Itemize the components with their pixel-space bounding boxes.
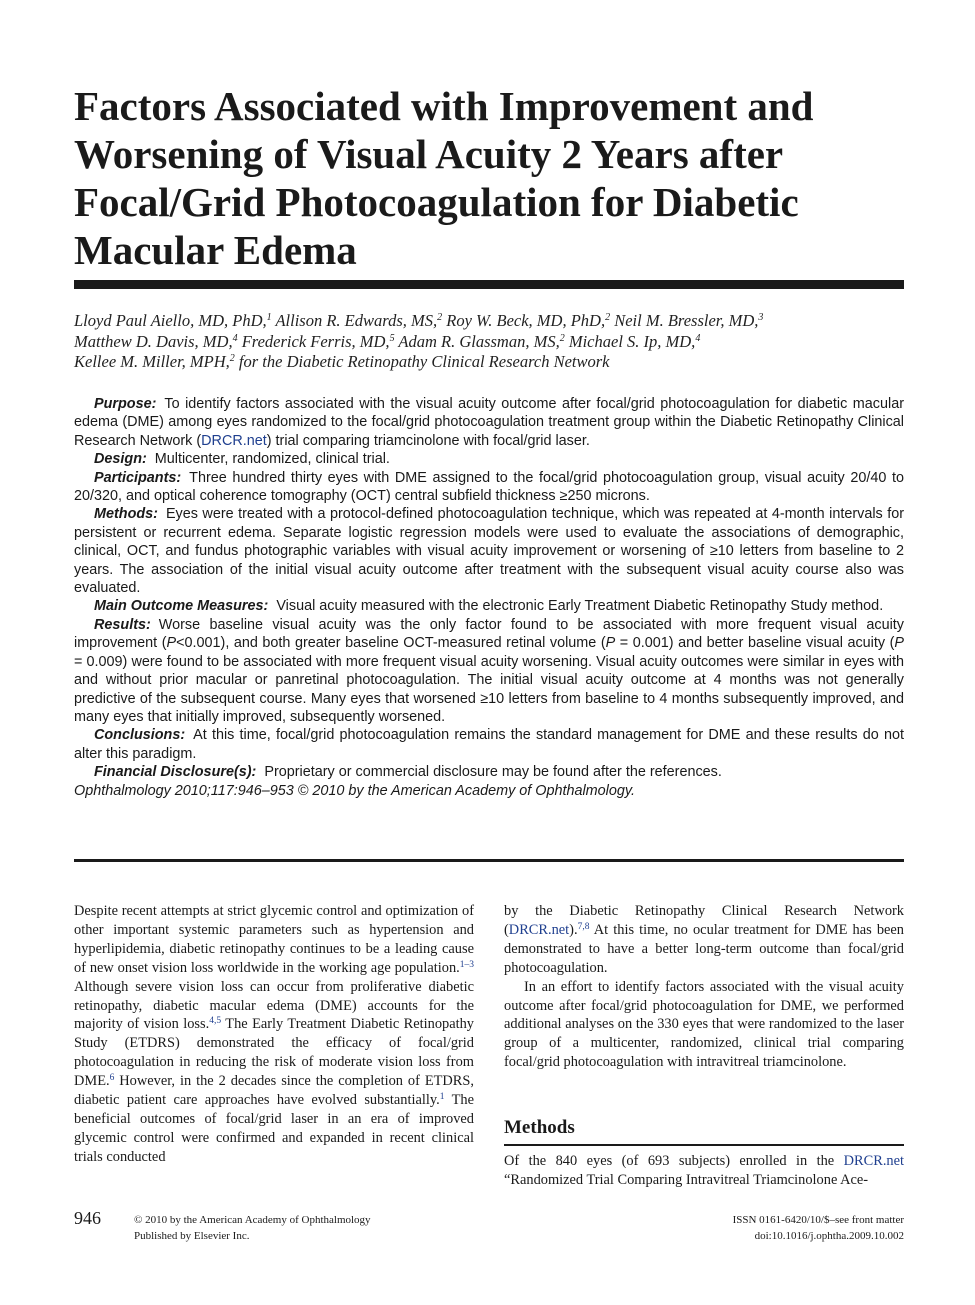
author-name: Adam R. Glassman, MS, (398, 331, 560, 351)
body-text: However, in the 2 decades since the completion of ETDRS, diabetic patient care approaches have evolved substantially. (74, 1073, 474, 1109)
body-text: The Early Treatment Diabetic Retinopathy Study (ETDRS) demonstrated the efficacy of focal/grid photocoagulation in reducing the risk of moderate vision loss from DME. (74, 1016, 475, 1090)
footer-doi: doi:10.1016/j.ophtha.2009.10.002 (754, 1229, 904, 1242)
author-affiliation: 3 (758, 312, 764, 323)
abstract-label: Purpose: (94, 396, 157, 412)
body-text: Although severe vision loss can occur from proliferative diabetic retinopathy, diabetic macular edema (DME) accounts for the majority of vision loss. (74, 978, 474, 1033)
body-column-left (74, 902, 474, 1167)
abstract-text: <0.001), and both greater baseline OCT-measured retinal volume ( (176, 635, 606, 652)
author-name: Michael S. Ip, MD, (568, 331, 696, 351)
journal-citation: Ophthalmology 2010;117:946–953 © 2010 by the American Academy of Ophthalmology. (74, 782, 635, 799)
body-column-right (504, 902, 904, 1072)
abstract-label: Financial Disclosure(s): (94, 764, 257, 781)
methods-heading: Methods (504, 1117, 575, 1138)
abstract-text: At this time, focal/grid photocoagulation remains the standard management for DME and these results do not alter this paradigm. (74, 727, 904, 762)
abstract-label: Results: (94, 616, 151, 633)
abstract-outcome (74, 597, 904, 615)
p-value-symbol: P (166, 635, 177, 652)
abstract-text: = 0.009) were found to be associated with more frequent visual acuity worsening. Visual acuity outcomes were similar in eyes with and without prior macular or panretinal photocoagulation. The initial visual acuity outcome at 4 months was not generally predictive of the subsequent course. Many eyes that worsened ≥10 letters from baseline to 4 months subsequently improved, and many eyes that initially improved, subsequently worsened. (74, 653, 904, 725)
author-name: Matthew D. Davis, MD, (74, 331, 233, 351)
abstract-text: Eyes were treated with a protocol-defined photocoagulation technique, which was repeated at 4-month intervals for persistent or recurrent edema. Separate logistic regression models were used to evaluate the associations of demographic, clinical, OCT, and fundus photographic variables with visual acuity improvement or worsening of ≥10 letters from baseline to 2 years. The association of the initial visual acuity outcome after treatment with the subsequent visual acuity course also was evaluated. (74, 506, 904, 597)
author-affiliation: 2 (437, 312, 443, 323)
body-paragraph (504, 902, 904, 978)
abstract-text: Multicenter, randomized, clinical trial. (154, 451, 390, 468)
drcr-link[interactable]: DRCR.net (843, 1153, 904, 1169)
methods-divider (504, 1144, 904, 1146)
abstract-design (74, 450, 904, 468)
body-paragraph: In an effort to identify factors associated with the visual acuity outcome after focal/grid photocoagulation for DME, we performed additional analyses on the 330 eyes that were randomized to the laser group of a multicenter, randomized, clinical trial comparing focal/grid photocoagulation with intravitreal triamcinolone. (504, 978, 904, 1071)
title-divider (74, 280, 904, 289)
author-name: Allison R. Edwards, MS, (275, 311, 438, 330)
p-value-symbol: P (894, 635, 904, 652)
reference-citation[interactable]: 6 (109, 1073, 115, 1084)
abstract-text: ) trial comparing triamcinolone with focal/grid laser. (266, 432, 590, 449)
reference-citation[interactable]: 1 (439, 1092, 445, 1103)
author-affiliation: 1 (266, 312, 272, 323)
abstract-participants (74, 469, 904, 506)
abstract-methods (74, 505, 904, 597)
author-affiliation: 2 (229, 353, 235, 364)
article-title: Factors Associated with Improvement and Worsening of Visual Acuity 2 Years after Focal/Grid Photocoagulation for Diabetic Macular Edema (74, 83, 814, 273)
abstract-label: Conclusions: (94, 727, 186, 744)
body-paragraph (74, 902, 474, 1167)
abstract-disclosure (74, 763, 904, 781)
abstract-conclusions (74, 726, 904, 763)
abstract-results (74, 616, 904, 726)
page-number: 946 (74, 1208, 101, 1228)
body-text: ). (569, 921, 578, 938)
reference-citation[interactable]: 7,8 (577, 921, 590, 932)
footer-identifiers (733, 1213, 904, 1244)
author-affiliation: 4 (232, 332, 238, 344)
author-affiliation: 4 (695, 332, 701, 344)
body-text: The beneficial outcomes of focal/grid laser in an era of improved glycemic control were confirmed and expanded in recent clinical trials conducted (74, 1092, 474, 1165)
author-affiliation: 2 (605, 312, 611, 323)
abstract-divider (74, 859, 904, 862)
body-text: Despite recent attempts at strict glycemic control and optimization of other important systemic parameters such as hypertension and hyperlipidemia, diabetic retinopathy continues to be a leading cause of new onset vision loss worldwide in the working age population. (74, 903, 474, 976)
author-name: Frederick Ferris, MD, (241, 331, 390, 351)
author-name: Roy W. Beck, MD, PhD, (446, 311, 606, 330)
abstract-text: Worse baseline visual acuity was the only factor found to be associated with more frequent visual acuity improvement ( (74, 616, 904, 652)
body-text: by the Diabetic Retinopathy Clinical Research Network ( (504, 903, 904, 938)
author-name: Neil M. Bressler, MD, (614, 311, 759, 330)
author-affiliation: 5 (389, 332, 395, 344)
abstract-text: = 0.001) and better baseline visual acuity ( (615, 635, 895, 652)
footer-copyright-block (134, 1213, 371, 1244)
body-paragraph (504, 1152, 904, 1190)
abstract-label: Participants: (94, 469, 182, 486)
reference-citation[interactable]: 1–3 (459, 959, 474, 970)
author-affiliation: 2 (559, 332, 565, 344)
abstract-text: Three hundred thirty eyes with DME assigned to the focal/grid photocoagulation group, visual acuity 20/40 to 20/320, and optical coherence tomography (OCT) central subfield thickness ≥250 microns. (74, 469, 904, 505)
reference-citation[interactable]: 4,5 (209, 1016, 222, 1027)
abstract-text: Visual acuity measured with the electronic Early Treatment Diabetic Retinopathy Study method. (276, 598, 884, 615)
author-name: Lloyd Paul Aiello, MD, PhD, (74, 311, 267, 330)
author-name: Kellee M. Miller, MPH, (74, 352, 230, 371)
body-text: “Randomized Trial Comparing Intravitreal Triamcinolone Ace- (504, 1171, 869, 1188)
drcr-link[interactable]: DRCR.net (508, 921, 570, 938)
abstract-purpose (74, 395, 904, 450)
abstract-label: Methods: (94, 506, 158, 523)
methods-section (504, 1152, 904, 1190)
abstract-label: Main Outcome Measures: (94, 598, 269, 615)
abstract-text: Proprietary or commercial disclosure may be found after the references. (264, 764, 722, 781)
footer-publisher: Published by Elsevier Inc. (134, 1229, 250, 1242)
abstract (74, 395, 904, 800)
footer-copyright: © 2010 by the American Academy of Ophthalmology (134, 1214, 371, 1226)
author-group: for the Diabetic Retinopathy Clinical Research Network (238, 352, 610, 371)
abstract-label: Design: (94, 451, 147, 468)
footer-issn: ISSN 0161-6420/10/$–see front matter (732, 1214, 904, 1226)
p-value-symbol: P (605, 635, 616, 652)
author-list (74, 311, 904, 373)
body-text: At this time, no ocular treatment for DME has been demonstrated to have a better long-term outcome than focal/grid photocoagulation. (504, 921, 904, 976)
drcr-link[interactable]: DRCR.net (201, 432, 267, 449)
body-text: Of the 840 eyes (of 693 subjects) enrolled in the (504, 1153, 844, 1169)
abstract-text: To identify factors associated with the visual acuity outcome after focal/grid photocoagulation for diabetic macular edema (DME) among eyes randomized to the focal/grid photocoagulation treatment group within the Diabetic Retinopathy Clinical Research Network ( (74, 396, 904, 449)
